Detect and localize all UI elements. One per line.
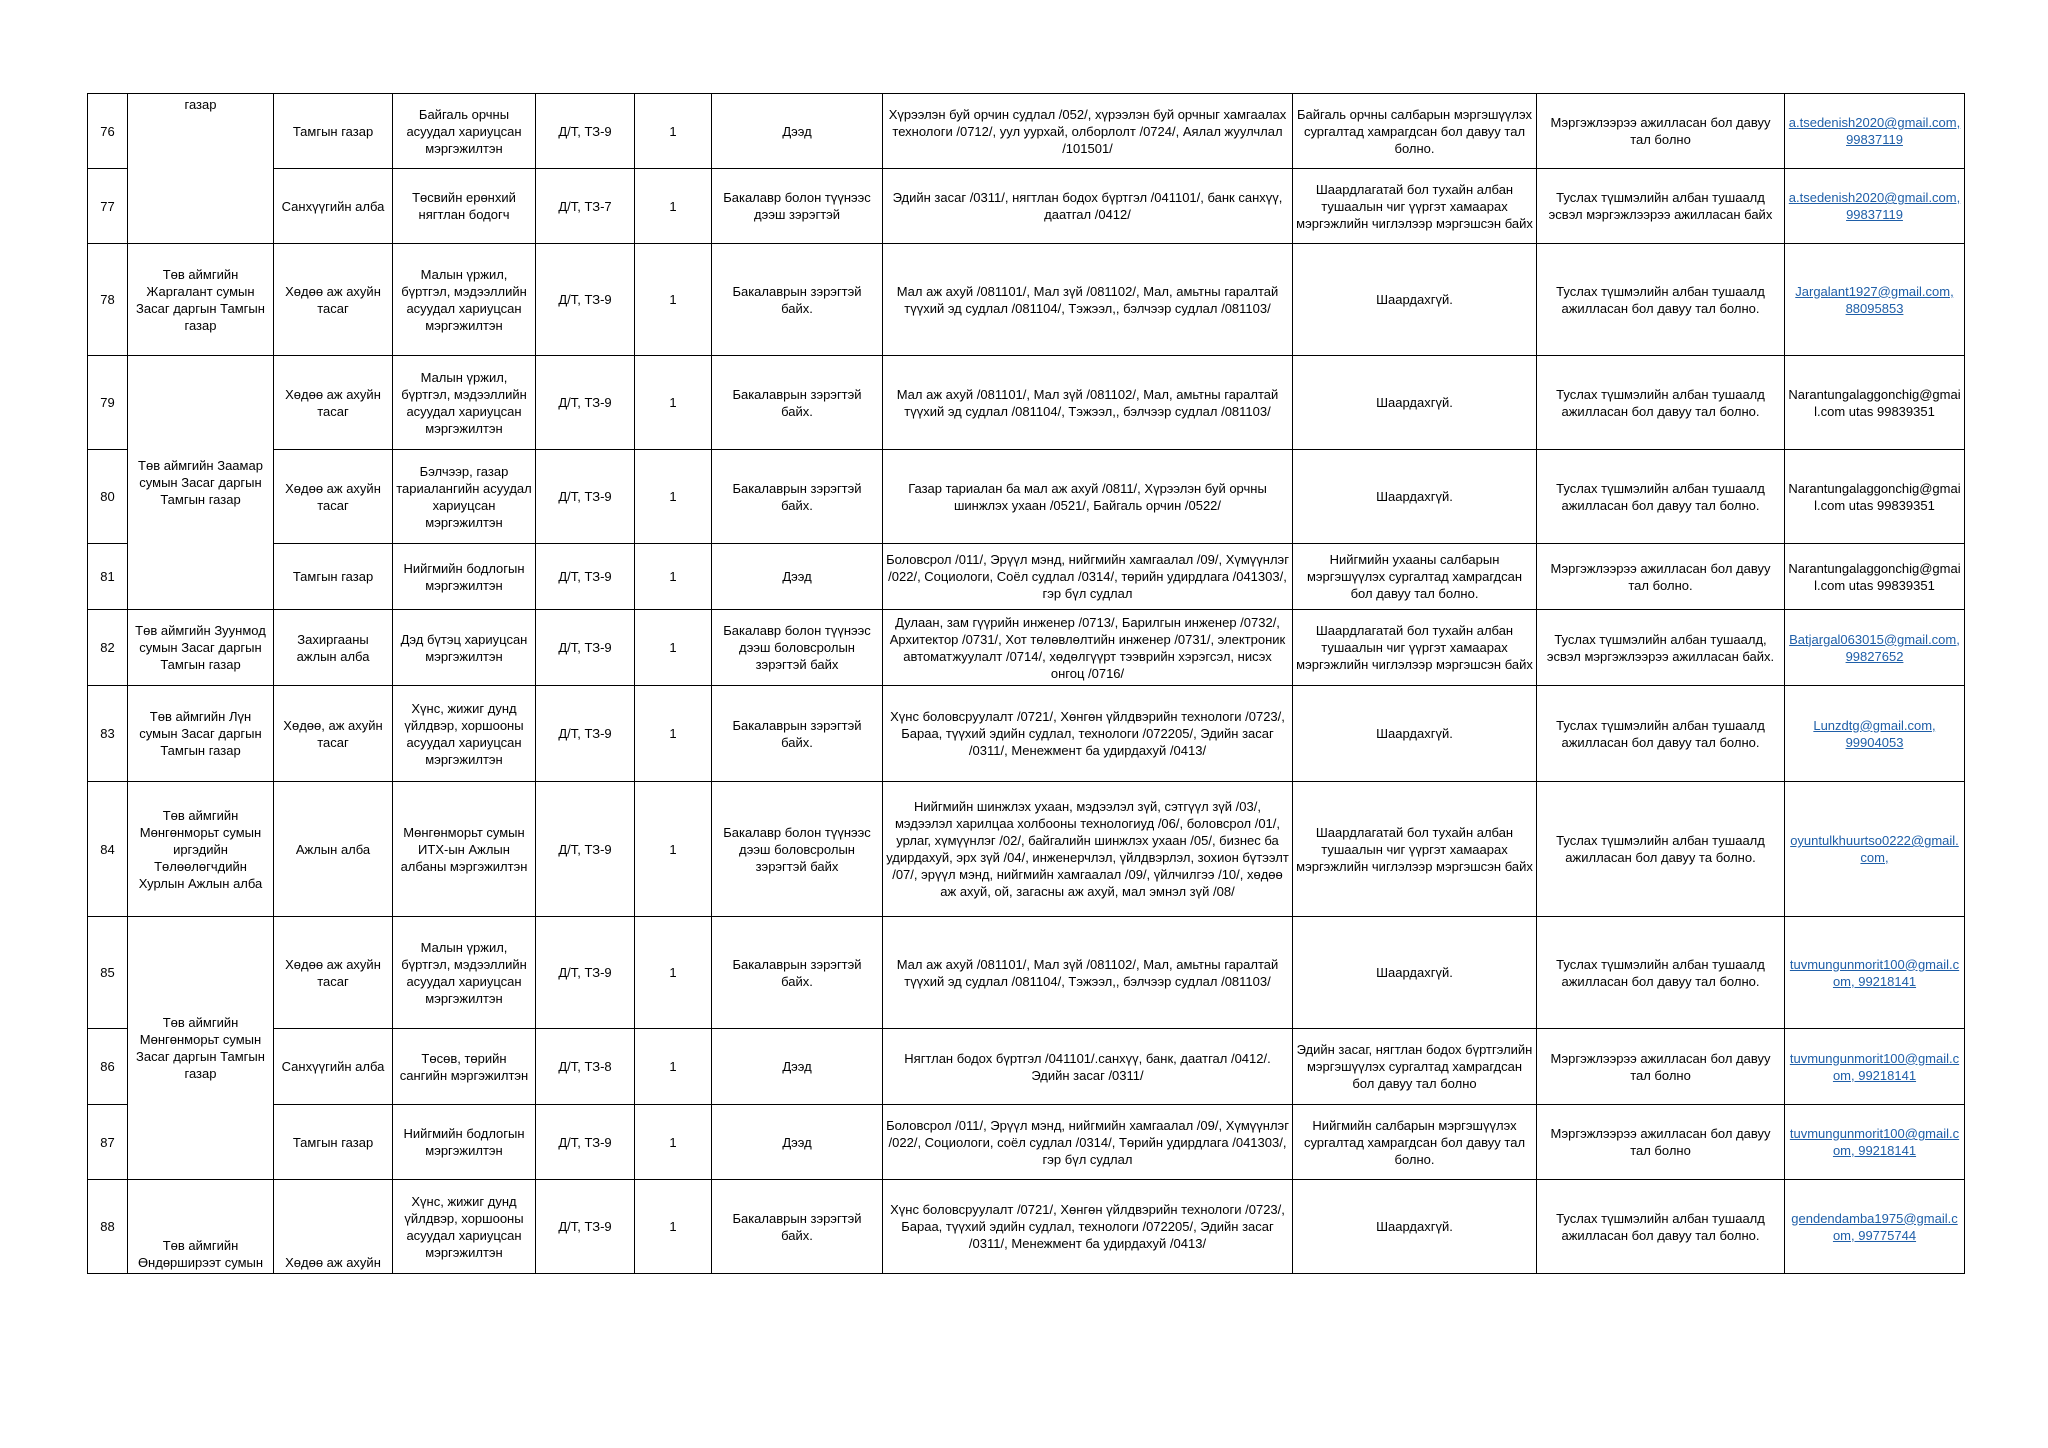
experience-cell: Туслах түшмэлийн албан тушаалд ажилласан бол давуу тал болно. [1537, 356, 1785, 450]
position-cell: Төсвийн ерөнхий нягтлан бодогч [393, 169, 536, 244]
experience-cell: Туслах түшмэлийн албан тушаалд ажилласан бол давуу тал болно. [1537, 1180, 1785, 1274]
experience-cell: Туслах түшмэлийн албан тушаалд ажилласан бол давуу тал болно. [1537, 450, 1785, 544]
row-number: 76 [88, 94, 128, 169]
row-number: 80 [88, 450, 128, 544]
position-cell: Малын үржил, бүртгэл, мэдээллийн асуудал хариуцсан мэргэжилтэн [393, 244, 536, 356]
table-row [88, 450, 1965, 544]
organization-cell: Төв аймгийн Мөнгөнморьт сумын Засаг даргын Тамгын газар [128, 917, 274, 1180]
count-cell: 1 [635, 169, 712, 244]
profession-cell: Хүнс боловсруулалт /0721/, Хөнгөн үйлдвэрийн технологи /0723/, Бараа, түүхий эдийн судлал, технологи /072205/, Эдийн засаг /0311/, Менежмент ба удирдахуй /0413/ [883, 686, 1293, 782]
unit-cell: Тамгын газар [274, 544, 393, 610]
contact-email-link[interactable]: a.tsedenish2020@gmail.com, 99837119 [1788, 190, 1961, 222]
grade-cell: Д/Т, ТЗ-9 [536, 782, 635, 917]
contact-email-link[interactable]: a.tsedenish2020@gmail.com, 99837119 [1788, 115, 1961, 147]
row-number: 86 [88, 1029, 128, 1105]
profession-cell: Боловсрол /011/, Эрүүл мэнд, нийгмийн хамгаалал /09/, Хүмүүнлэг /022/, Социологи, соёл судлал /0314/, Төрийн удирдлага /041303/, гэр бүл судлал [883, 1105, 1293, 1180]
row-number: 78 [88, 244, 128, 356]
contact-cell [1785, 1105, 1965, 1180]
education-cell: Бакалавр болон түүнээс дээш боловсролын зэрэгтэй байх [712, 782, 883, 917]
education-cell: Бакалавр болон түүнээс дээш зэрэгтэй [712, 169, 883, 244]
table-row [88, 544, 1965, 610]
organization-cell: газар [128, 94, 274, 244]
contact-text: Narantungalaggonchig@gmail.com utas 99839351 [1788, 386, 1961, 419]
unit-cell: Хөдөө аж ахуйн тасаг [274, 917, 393, 1029]
contact-email-link[interactable]: tuvmungunmorit100@gmail.com, 99218141 [1789, 1126, 1960, 1158]
table-row [88, 94, 1965, 169]
count-cell: 1 [635, 244, 712, 356]
count-cell: 1 [635, 450, 712, 544]
contact-email-link[interactable]: gendendamba1975@gmail.com, 99775744 [1791, 1210, 1958, 1243]
count-cell: 1 [635, 1105, 712, 1180]
grade-cell: Д/Т, ТЗ-9 [536, 917, 635, 1029]
grade-cell: Д/Т, ТЗ-9 [536, 544, 635, 610]
row-number: 85 [88, 917, 128, 1029]
organization-cell: Төв аймгийн Заамар сумын Засаг даргын Тамгын газар [128, 356, 274, 610]
education-cell: Бакалаврын зэрэгтэй байх. [712, 917, 883, 1029]
training-cell: Шаардлагатай бол тухайн албан тушаалын чиг үүргэт хамаарах мэргэжлийн чиглэлээр мэргэшсэн байх [1293, 169, 1537, 244]
grade-cell: Д/Т, ТЗ-9 [536, 1105, 635, 1180]
education-cell: Бакалаврын зэрэгтэй байх. [712, 450, 883, 544]
training-cell: Шаардахгүй. [1293, 686, 1537, 782]
education-cell: Дээд [712, 1029, 883, 1105]
contact-email-link[interactable]: oyuntulkhuurtso0222@gmail.com, [1790, 833, 1959, 865]
count-cell: 1 [635, 356, 712, 450]
table-row [88, 169, 1965, 244]
contact-cell [1785, 686, 1965, 782]
grade-cell: Д/Т, ТЗ-9 [536, 94, 635, 169]
contact-cell [1785, 917, 1965, 1029]
unit-cell: Тамгын газар [274, 1105, 393, 1180]
training-cell: Шаардахгүй. [1293, 450, 1537, 544]
table-row [88, 1105, 1965, 1180]
profession-cell: Нийгмийн шинжлэх ухаан, мэдээлэл зүй, сэтгүүл зүй /03/, мэдээлэл харилцаа холбооны технологиуд /06/, боловсрол /01/, урлаг, хүмүүнлэг /02/, байгалийн шинжлэх ухаан /05/, бизнес ба удирдахуй, эрх зүй /04/, инженерчлэл, үйлдвэрлэл, зохион бүтээлт /07/, эрүүл мэнд, нийгмийн хамгаалал /09/, үйлчилгээ /10/, хөдөө аж ахуй, ой, загасны аж ахуй, мал эмнэл зүй /08/ [883, 782, 1293, 917]
experience-cell: Мэргэжлээрээ ажилласан бол давуу тал болно [1537, 94, 1785, 169]
experience-cell: Туслах түшмэлийн албан тушаалд ажилласан бол давуу тал болно. [1537, 244, 1785, 356]
table-row [88, 356, 1965, 450]
organization-cell: Төв аймгийн Мөнгөнморьт сумын иргэдийн Төлөөлөгчдийн Хурлын Ажлын алба [128, 782, 274, 917]
position-cell: Дэд бүтэц хариуцсан мэргэжилтэн [393, 610, 536, 686]
experience-cell: Мэргэжлээрээ ажилласан бол давуу тал болно. [1537, 544, 1785, 610]
grade-cell: Д/Т, ТЗ-9 [536, 450, 635, 544]
experience-cell: Туслах түшмэлийн албан тушаалд эсвэл мэргэжлээрээ ажилласан байх [1537, 169, 1785, 244]
experience-cell: Мэргэжлээрээ ажилласан бол давуу тал болно [1537, 1029, 1785, 1105]
unit-cell: Хөдөө аж ахуйн тасаг [274, 356, 393, 450]
count-cell: 1 [635, 610, 712, 686]
experience-cell: Туслах түшмэлийн албан тушаалд, эсвэл мэргэжлээрээ ажилласан байх. [1537, 610, 1785, 686]
count-cell: 1 [635, 686, 712, 782]
row-number: 79 [88, 356, 128, 450]
position-cell: Малын үржил, бүртгэл, мэдээллийн асуудал хариуцсан мэргэжилтэн [393, 917, 536, 1029]
organization-cell: Төв аймгийн Зуунмод сумын Засаг даргын Тамгын газар [128, 610, 274, 686]
contact-email-link[interactable]: Jargalant1927@gmail.com, 88095853 [1795, 283, 1954, 316]
row-number: 81 [88, 544, 128, 610]
position-cell: Нийгмийн бодлогын мэргэжилтэн [393, 544, 536, 610]
contact-cell [1785, 610, 1965, 686]
contact-email-link[interactable]: Batjargal063015@gmail.com, 99827652 [1789, 631, 1960, 664]
count-cell: 1 [635, 1029, 712, 1105]
table-row [88, 1180, 1965, 1274]
unit-cell: Тамгын газар [274, 94, 393, 169]
grade-cell: Д/Т, ТЗ-8 [536, 1029, 635, 1105]
experience-cell: Туслах түшмэлийн албан тушаалд ажилласан бол давуу тал болно. [1537, 686, 1785, 782]
profession-cell: Нягтлан бодох бүртгэл /041101/.санхүү, банк, даатгал /0412/. Эдийн засаг /0311/ [883, 1029, 1293, 1105]
table-row [88, 1029, 1965, 1105]
position-cell: Малын үржил, бүртгэл, мэдээллийн асуудал хариуцсан мэргэжилтэн [393, 356, 536, 450]
grade-cell: Д/Т, ТЗ-7 [536, 169, 635, 244]
position-cell: Хүнс, жижиг дунд үйлдвэр, хоршооны асуудал хариуцсан мэргэжилтэн [393, 1180, 536, 1274]
grade-cell: Д/Т, ТЗ-9 [536, 356, 635, 450]
profession-cell: Мал аж ахуй /081101/, Мал зүй /081102/, Мал, амьтны гаралтай түүхий эд судлал /081104/, Тэжээл,, бэлчээр судлал /081103/ [883, 356, 1293, 450]
row-number: 83 [88, 686, 128, 782]
unit-cell: Захиргааны ажлын алба [274, 610, 393, 686]
grade-cell: Д/Т, ТЗ-9 [536, 1180, 635, 1274]
education-cell: Дээд [712, 1105, 883, 1180]
contact-cell [1785, 244, 1965, 356]
training-cell: Шаардахгүй. [1293, 917, 1537, 1029]
contact-cell [1785, 1029, 1965, 1105]
position-cell: Нийгмийн бодлогын мэргэжилтэн [393, 1105, 536, 1180]
contact-email-link[interactable]: Lunzdtg@gmail.com, 99904053 [1813, 717, 1936, 750]
contact-text: Narantungalaggonchig@gmail.com utas 99839351 [1788, 480, 1961, 513]
unit-cell: Хөдөө аж ахуйн тасаг [274, 450, 393, 544]
table-row [88, 686, 1965, 782]
contact-cell [1785, 94, 1965, 169]
grade-cell: Д/Т, ТЗ-9 [536, 610, 635, 686]
education-cell: Бакалаврын зэрэгтэй байх. [712, 686, 883, 782]
table-row [88, 244, 1965, 356]
contact-cell [1785, 782, 1965, 917]
training-cell: Нийгмийн салбарын мэргэшүүлэх сургалтад хамрагдсан бол давуу тал болно. [1293, 1105, 1537, 1180]
profession-cell: Боловсрол /011/, Эрүүл мэнд, нийгмийн хамгаалал /09/, Хүмүүнлэг /022/, Социологи, Соёл судлал /0314/, төрийн удирдлага /041303/, гэр бүл судлал [883, 544, 1293, 610]
education-cell: Бакалавр болон түүнээс дээш боловсролын зэрэгтэй байх [712, 610, 883, 686]
training-cell: Шаардлагатай бол тухайн албан тушаалын чиг үүргэт хамаарах мэргэжлийн чиглэлээр мэргэшсэн байх [1293, 782, 1537, 917]
count-cell: 1 [635, 917, 712, 1029]
contact-email-link[interactable]: tuvmungunmorit100@gmail.com, 99218141 [1789, 956, 1960, 989]
position-cell: Бэлчээр, газар тариалангийн асуудал хариуцсан мэргэжилтэн [393, 450, 536, 544]
position-cell: Хүнс, жижиг дунд үйлдвэр, хоршооны асуудал хариуцсан мэргэжилтэн [393, 686, 536, 782]
contact-email-link[interactable]: tuvmungunmorit100@gmail.com, 99218141 [1789, 1050, 1960, 1083]
grade-cell: Д/Т, ТЗ-9 [536, 244, 635, 356]
profession-cell: Мал аж ахуй /081101/, Мал зүй /081102/, Мал, амьтны гаралтай түүхий эд судлал /081104/, Тэжээл,, бэлчээр судлал /081103/ [883, 917, 1293, 1029]
contact-cell [1785, 544, 1965, 610]
contact-cell [1785, 356, 1965, 450]
education-cell: Бакалаврын зэрэгтэй байх. [712, 356, 883, 450]
unit-cell: Хөдөө аж ахуйн [274, 1180, 393, 1274]
profession-cell: Газар тариалан ба мал аж ахуй /0811/, Хүрээлэн буй орчны шинжлэх ухаан /0521/, Байгаль орчин /0522/ [883, 450, 1293, 544]
position-cell: Мөнгөнморьт сумын ИТХ-ын Ажлын албаны мэргэжилтэн [393, 782, 536, 917]
experience-cell: Туслах түшмэлийн албан тушаалд ажилласан бол давуу та болно. [1537, 782, 1785, 917]
training-cell: Шаардахгүй. [1293, 244, 1537, 356]
education-cell: Бакалаврын зэрэгтэй байх. [712, 1180, 883, 1274]
vacancy-table [87, 93, 1965, 1274]
row-number: 77 [88, 169, 128, 244]
education-cell: Дээд [712, 544, 883, 610]
profession-cell: Эдийн засаг /0311/, нягтлан бодох бүртгэл /041101/, банк санхүү, даатгал /0412/ [883, 169, 1293, 244]
unit-cell: Санхүүгийн алба [274, 169, 393, 244]
row-number: 88 [88, 1180, 128, 1274]
count-cell: 1 [635, 544, 712, 610]
unit-cell: Хөдөө аж ахуйн тасаг [274, 244, 393, 356]
unit-cell: Ажлын алба [274, 782, 393, 917]
position-cell: Байгаль орчны асуудал хариуцсан мэргэжилтэн [393, 94, 536, 169]
unit-cell: Хөдөө, аж ахуйн тасаг [274, 686, 393, 782]
table-row [88, 782, 1965, 917]
training-cell: Шаардлагатай бол тухайн албан тушаалын чиг үүргэт хамаарах мэргэжлийн чиглэлээр мэргэшсэн байх [1293, 610, 1537, 686]
row-number: 87 [88, 1105, 128, 1180]
training-cell: Нийгмийн ухааны салбарын мэргэшүүлэх сургалтад хамрагдсан бол давуу тал болно. [1293, 544, 1537, 610]
table-row [88, 917, 1965, 1029]
count-cell: 1 [635, 94, 712, 169]
unit-cell: Санхүүгийн алба [274, 1029, 393, 1105]
contact-cell [1785, 450, 1965, 544]
training-cell: Шаардахгүй. [1293, 356, 1537, 450]
experience-cell: Мэргэжлээрээ ажилласан бол давуу тал болно [1537, 1105, 1785, 1180]
contact-cell [1785, 169, 1965, 244]
experience-cell: Туслах түшмэлийн албан тушаалд ажилласан бол давуу тал болно. [1537, 917, 1785, 1029]
table-row [88, 610, 1965, 686]
profession-cell: Мал аж ахуй /081101/, Мал зүй /081102/, Мал, амьтны гаралтай түүхий эд судлал /081104/, Тэжээл,, бэлчээр судлал /081103/ [883, 244, 1293, 356]
count-cell: 1 [635, 782, 712, 917]
training-cell: Шаардахгүй. [1293, 1180, 1537, 1274]
position-cell: Төсөв, төрийн сангийн мэргэжилтэн [393, 1029, 536, 1105]
profession-cell: Хүнс боловсруулалт /0721/, Хөнгөн үйлдвэрийн технологи /0723/, Бараа, түүхий эдийн судлал, технологи /072205/, Эдийн засаг /0311/, Менежмент ба удирдахуй /0413/ [883, 1180, 1293, 1274]
organization-cell: Төв аймгийн Лүн сумын Засаг даргын Тамгын газар [128, 686, 274, 782]
profession-cell: Дулаан, зам гүүрийн инженер /0713/, Барилгын инженер /0732/, Архитектор /0731/, Хот төлөвлөлтийн инженер /0731/, электроник автоматжуулалт /0714/, хөдөлгүүрт тээврийн хэрэгсэл, нисэх онгоц /0716/ [883, 610, 1293, 686]
contact-text: Narantungalaggonchig@gmail.com utas 99839351 [1788, 560, 1961, 593]
row-number: 82 [88, 610, 128, 686]
contact-cell [1785, 1180, 1965, 1274]
grade-cell: Д/Т, ТЗ-9 [536, 686, 635, 782]
education-cell: Бакалаврын зэрэгтэй байх. [712, 244, 883, 356]
row-number: 84 [88, 782, 128, 917]
profession-cell: Хүрээлэн буй орчин судлал /052/, хүрээлэн буй орчныг хамгаалах технологи /0712/, уул уурхай, олборлолт /0724/, Аялал жуулчлал /101501/ [883, 94, 1293, 169]
organization-cell: Төв аймгийн Жаргалант сумын Засаг даргын Тамгын газар [128, 244, 274, 356]
training-cell: Эдийн засаг, нягтлан бодох бүртгэлийн мэргэшүүлэх сургалтад хамрагдсан бол давуу тал болно [1293, 1029, 1537, 1105]
training-cell: Байгаль орчны салбарын мэргэшүүлэх сургалтад хамрагдсан бол давуу тал болно. [1293, 94, 1537, 169]
organization-cell: Төв аймгийн Өндөрширээт сумын [128, 1180, 274, 1274]
count-cell: 1 [635, 1180, 712, 1274]
education-cell: Дээд [712, 94, 883, 169]
